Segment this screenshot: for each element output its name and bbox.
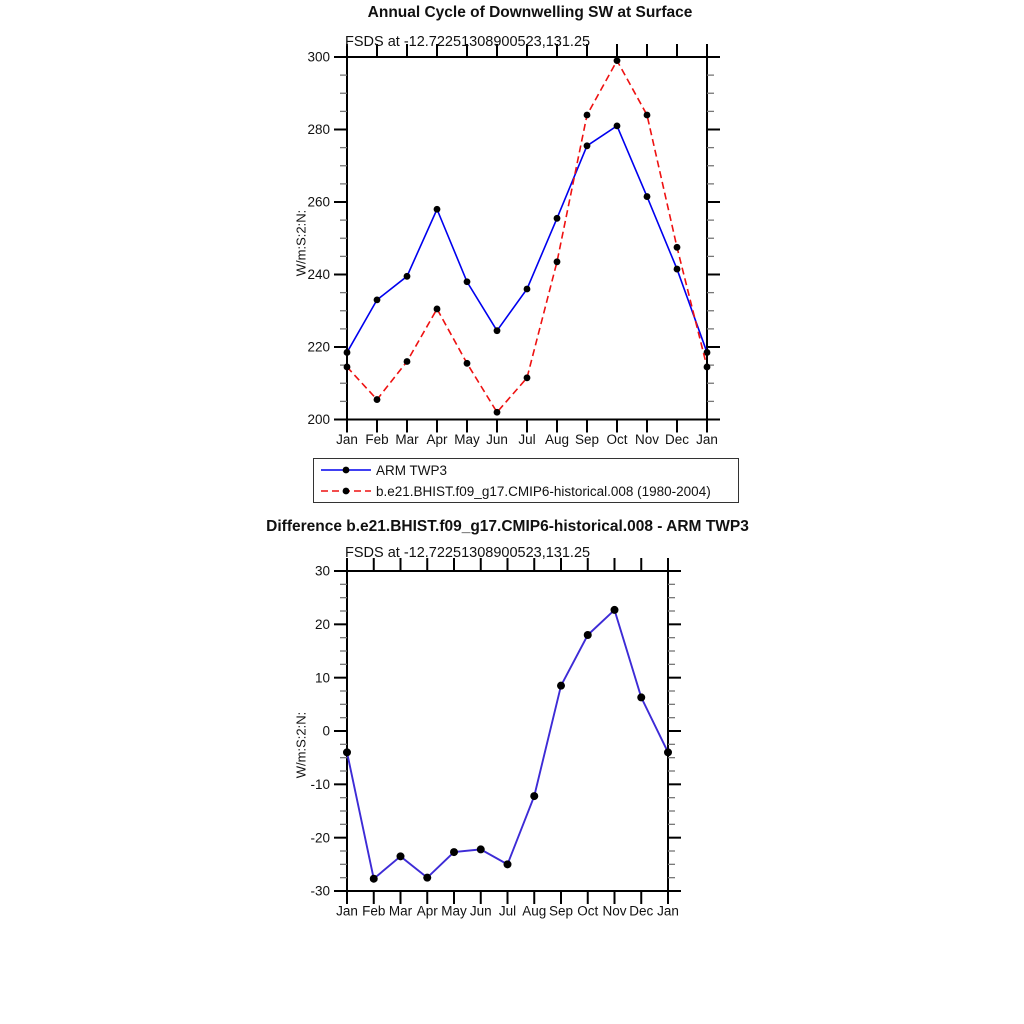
diff-chart-y-axis-label: W/m:S:2:N: bbox=[293, 711, 309, 779]
svg-text:0: 0 bbox=[322, 723, 330, 739]
svg-text:Dec: Dec bbox=[664, 432, 690, 447]
svg-text:Nov: Nov bbox=[634, 432, 660, 447]
svg-text:Mar: Mar bbox=[388, 903, 413, 919]
svg-text:Jun: Jun bbox=[486, 432, 508, 447]
svg-text:Jan: Jan bbox=[696, 432, 718, 447]
svg-text:220: 220 bbox=[307, 339, 330, 355]
svg-text:Jun: Jun bbox=[469, 903, 492, 919]
legend-entry-arm-twp3 bbox=[319, 460, 738, 481]
svg-text:Mar: Mar bbox=[395, 432, 419, 447]
svg-text:260: 260 bbox=[307, 194, 330, 210]
svg-text:Dec: Dec bbox=[629, 903, 654, 919]
svg-text:Sep: Sep bbox=[548, 903, 574, 919]
svg-text:Jul: Jul bbox=[498, 903, 517, 919]
svg-text:Jul: Jul bbox=[518, 432, 536, 447]
svg-text:200: 200 bbox=[307, 412, 330, 428]
svg-text:Oct: Oct bbox=[577, 903, 599, 919]
svg-text:Oct: Oct bbox=[606, 432, 628, 447]
svg-text:Aug: Aug bbox=[522, 903, 547, 919]
svg-text:280: 280 bbox=[307, 122, 330, 138]
svg-text:Jan: Jan bbox=[336, 432, 358, 447]
svg-text:Apr: Apr bbox=[416, 903, 438, 919]
diff-chart-title: Difference b.e21.BHIST.f09_g17.CMIP6-historical.008 - ARM TWP3 bbox=[266, 518, 749, 535]
legend-line-sample-solid bbox=[319, 463, 373, 477]
svg-text:20: 20 bbox=[314, 617, 330, 633]
legend-label-arm-twp3: ARM TWP3 bbox=[376, 462, 448, 478]
svg-text:-20: -20 bbox=[310, 830, 330, 846]
legend-entry-model bbox=[319, 481, 738, 502]
svg-text:Jan: Jan bbox=[657, 903, 679, 919]
top-chart-y-axis-label: W/m:S:2:N: bbox=[293, 209, 309, 277]
svg-text:May: May bbox=[441, 903, 467, 919]
legend-marker-dot bbox=[343, 467, 350, 474]
diff-chart-plot bbox=[310, 558, 681, 919]
svg-text:Feb: Feb bbox=[365, 432, 389, 447]
svg-text:Nov: Nov bbox=[602, 903, 627, 919]
svg-text:-30: -30 bbox=[310, 883, 330, 899]
legend-box bbox=[313, 458, 739, 503]
svg-text:240: 240 bbox=[307, 267, 330, 283]
svg-text:Sep: Sep bbox=[574, 432, 600, 447]
svg-text:May: May bbox=[454, 432, 480, 447]
svg-text:Apr: Apr bbox=[426, 432, 448, 447]
svg-text:Feb: Feb bbox=[362, 903, 386, 919]
svg-text:Aug: Aug bbox=[544, 432, 570, 447]
top-chart-title: Annual Cycle of Downwelling SW at Surface bbox=[367, 4, 693, 21]
legend-line-sample-dashed bbox=[319, 484, 373, 498]
svg-text:-10: -10 bbox=[310, 777, 330, 793]
svg-text:10: 10 bbox=[314, 670, 330, 686]
top-chart-plot bbox=[307, 44, 720, 447]
top-chart-subtitle: FSDS at -12.72251308900523,131.25 bbox=[345, 34, 591, 50]
svg-text:300: 300 bbox=[307, 49, 330, 65]
svg-text:30: 30 bbox=[314, 563, 330, 579]
legend-label-model: b.e21.BHIST.f09_g17.CMIP6-historical.008 (1980-2004) bbox=[376, 483, 711, 499]
diff-chart-subtitle: FSDS at -12.72251308900523,131.25 bbox=[345, 545, 591, 561]
legend-marker-dot bbox=[343, 488, 350, 495]
svg-text:Jan: Jan bbox=[336, 903, 358, 919]
